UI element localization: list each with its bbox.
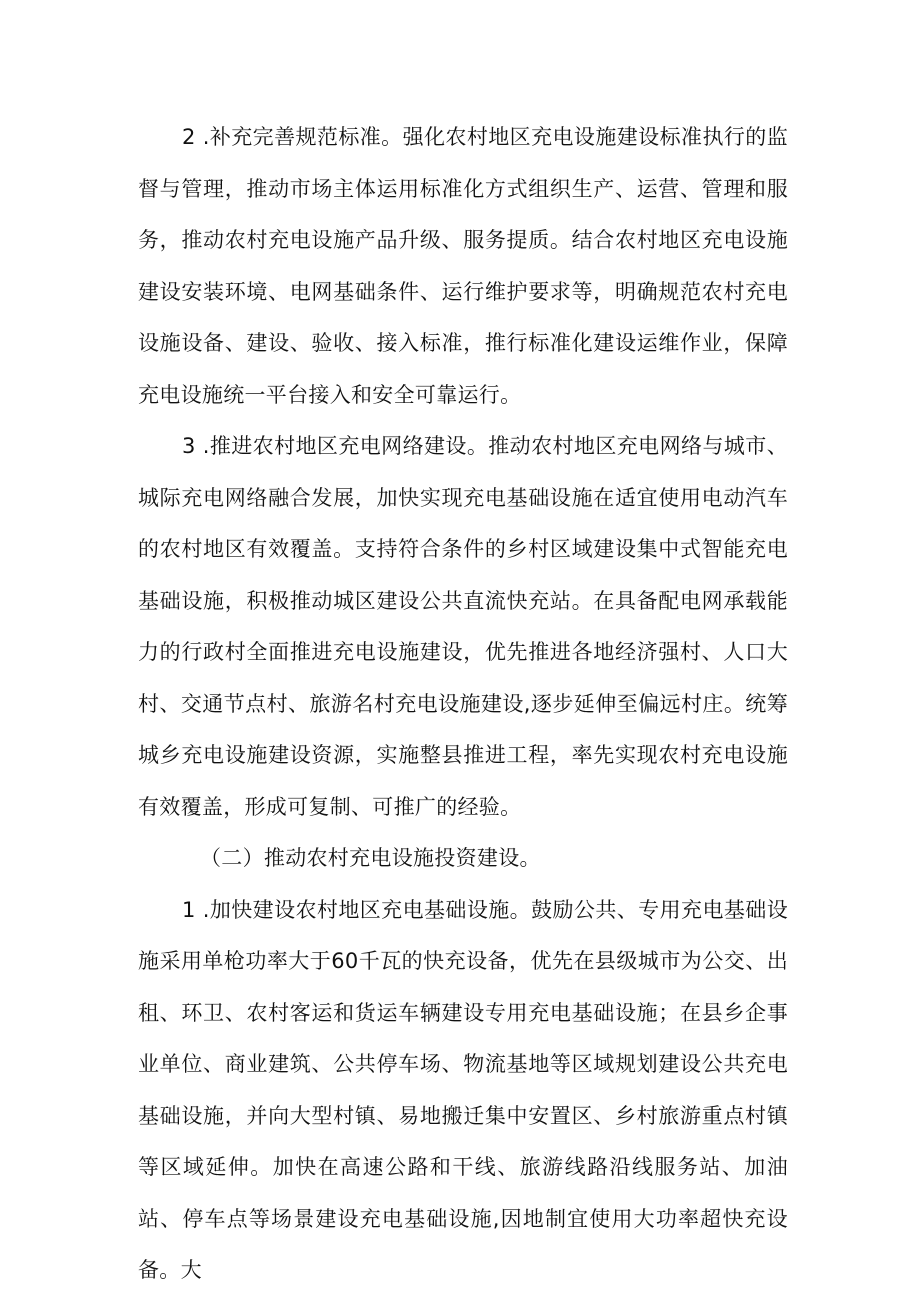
section-heading-investment: （二）推动农村充电设施投资建设。: [200, 846, 541, 870]
document-body: [138, 112, 788, 1297]
paragraph-rural-network: 3 .推进农村地区充电网络建设。推动农村地区充电网络与城市、城际充电网络融合发展，加快实现充电基础设施在适宜使用电动汽车的农村地区有效覆盖。支持符合条件的乡村区域建设集中式智能充电基础设施，积极推动城区建设公共直流快充站。在具备配电网承载能力的行政村全面推进充电设施建设，优先推进各地经济强村、人口大村、交通节点村、旅游名村充电设施建设,逐步延伸至偏远村庄。统筹城乡充电设施建设资源，实施整县推进工程，率先实现农村充电设施有效覆盖，形成可复制、可推广的经验。: [138, 434, 788, 819]
paragraph-standards: 2 .补充完善规范标准。强化农村地区充电设施建设标准执行的监督与管理，推动市场主体运用标准化方式组织生产、运营、管理和服务，推动农村充电设施产品升级、服务提质。结合农村地区充电设施建设安装环境、电网基础条件、运行维护要求等，明确规范农村充电设施设备、建设、验收、接入标准，推行标准化建设运维作业，保障充电设施统一平台接入和安全可靠运行。: [138, 125, 788, 407]
paragraph-infrastructure: 1 .加快建设农村地区充电基础设施。鼓励公共、专用充电基础设施采用单枪功率大于60千瓦的快充设备，优先在县级城市为公交、出租、环卫、农村客运和货运车辆建设专用充电基础设施；在县乡企事业单位、商业建筑、公共停车场、物流基地等区域规划建设公共充电基础设施，并向大型村镇、易地搬迁集中安置区、乡村旅游重点村镇等区域延伸。加快在高速公路和干线、旅游线路沿线服务站、加油站、停车点等场景建设充电基础设施,因地制宜使用大功率超快充设备。大: [138, 897, 788, 1282]
